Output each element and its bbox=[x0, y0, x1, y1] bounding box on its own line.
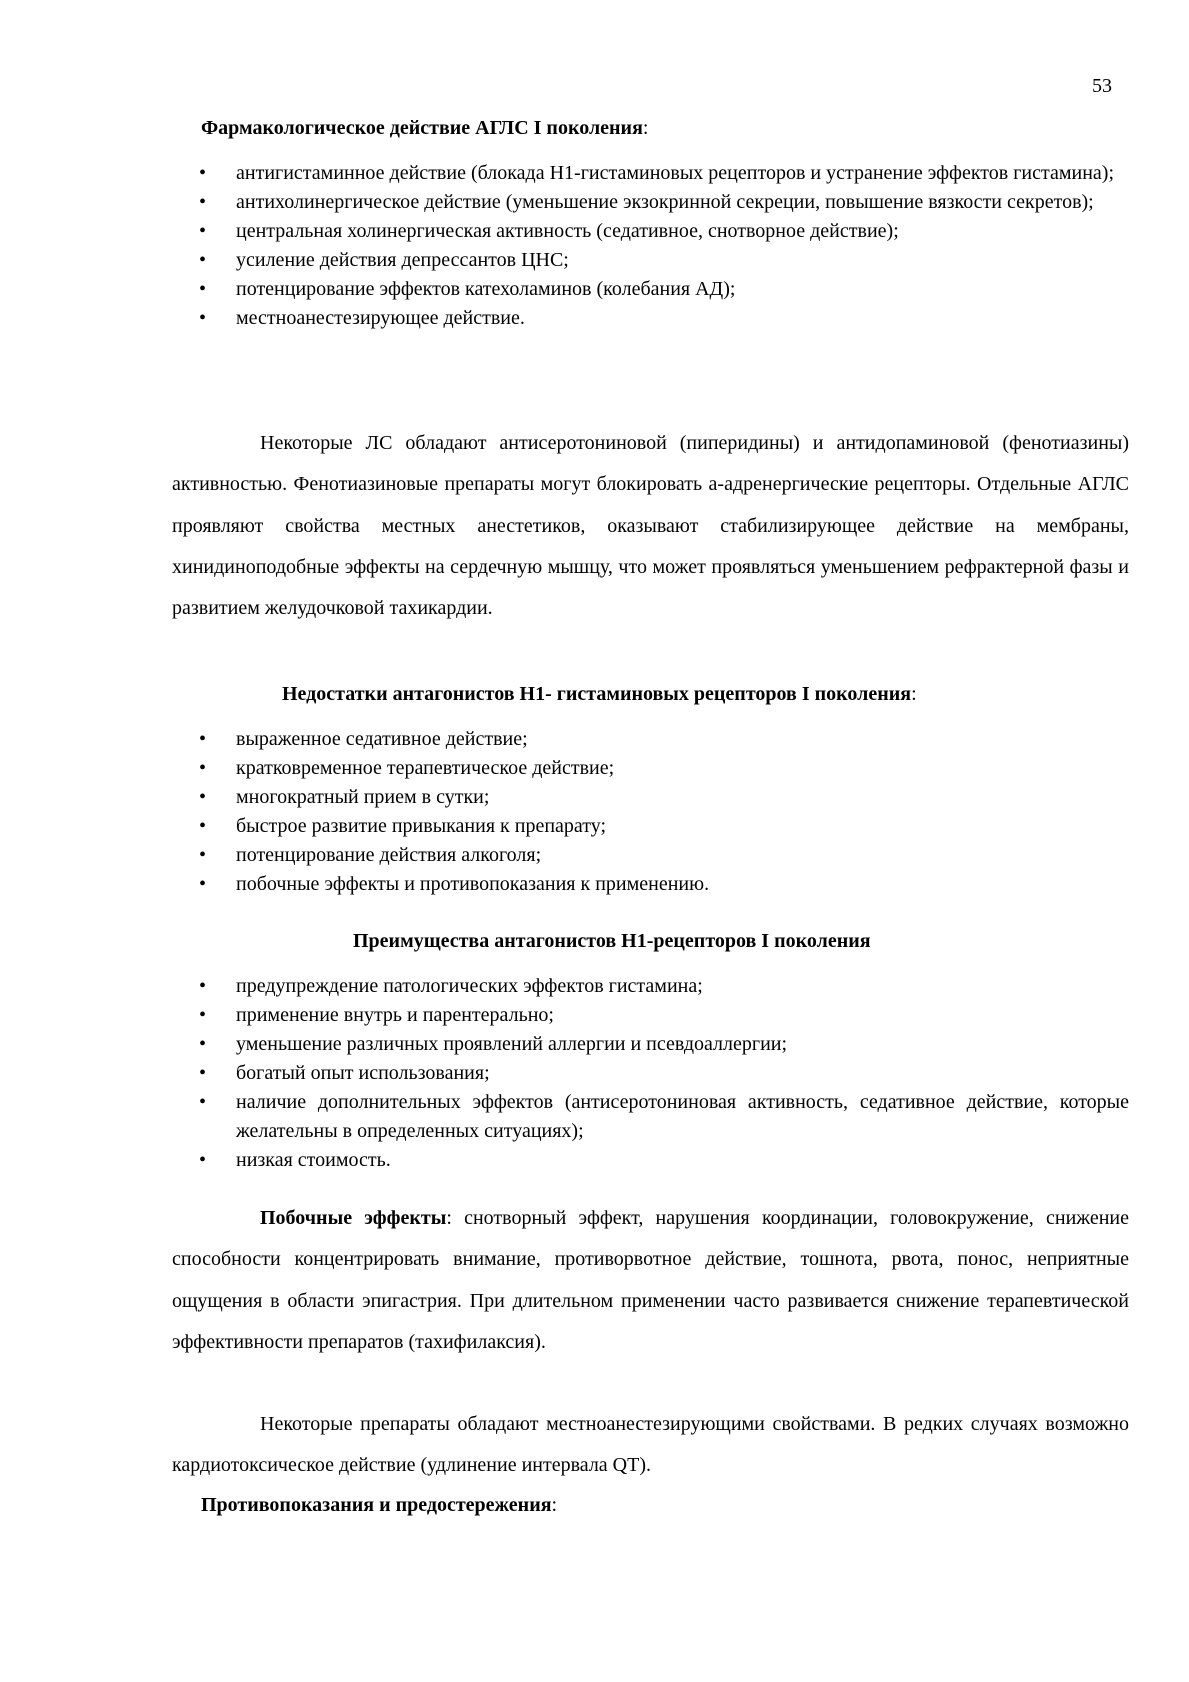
list-item: • богатый опыт использования; bbox=[0, 1059, 1129, 1088]
list-item: • усиление действия депрессантов ЦНС; bbox=[0, 246, 1129, 275]
side-effects-label: Побочные эффекты bbox=[260, 1207, 447, 1229]
advantages-list bbox=[0, 972, 1129, 1175]
local-anesthetic-paragraph bbox=[172, 1404, 1129, 1487]
disadvantages-list bbox=[0, 725, 1129, 899]
list-item: • низкая стоимость. bbox=[0, 1146, 1129, 1175]
side-effects-paragraph bbox=[172, 1198, 1129, 1363]
heading-colon: : bbox=[911, 683, 917, 705]
paragraph-text: Некоторые препараты обладают местноанестезирующими свойствами. В редких случаях возможно кардиотоксическое действие (удлинение интервала QT). bbox=[172, 1413, 1129, 1477]
side-effects-text: снотворный эффект, нарушения координации, головокружение, снижение способности концентрировать внимание, противорвотное действие, тошнота, рвота, понос, неприятные ощущения в области эпигастрия. При длительном применении часто развивается снижение терапевтической эффективности препаратов (тахифилаксия). bbox=[172, 1207, 1129, 1353]
contraindications-heading-text: Противопоказания и предостережения bbox=[201, 1494, 552, 1516]
list-item: • выраженное седативное действие; bbox=[0, 725, 1129, 754]
disadvantages-heading-text: Недостатки антагонистов Н1- гистаминовых рецепторов I поколения bbox=[282, 683, 912, 705]
list-item: • наличие дополнительных эффектов (антисеротониновая активность, седативное действие, которые желательны в определенных ситуациях); bbox=[0, 1088, 1129, 1146]
advantages-heading bbox=[353, 929, 871, 953]
page-number: 53 bbox=[1092, 75, 1112, 97]
list-item: • антихолинергическое действие (уменьшение экзокринной секреции, повышение вязкости секретов); bbox=[0, 188, 1129, 217]
heading-colon: : bbox=[642, 117, 649, 139]
list-item: • местноанестезирующее действие. bbox=[0, 304, 1129, 333]
paragraph-text: Некоторые ЛС обладают антисеротониновой (пиперидины) и антидопаминовой (фенотиазины) активностью. Фенотиазиновые препараты могут блокировать а-адренергические рецепторы. Отдельные АГЛС проявляют свойства местных анестетиков, оказывают стабилизирующее действие на мембраны, хинидиноподобные эффекты на сердечную мышцу, что может проявляться уменьшением рефрактерной фазы и развитием желудочковой тахикардии. bbox=[172, 432, 1129, 620]
disadvantages-heading bbox=[282, 682, 917, 706]
list-item: • уменьшение различных проявлений аллергии и псевдоаллергии; bbox=[0, 1030, 1129, 1059]
list-item: • применение внутрь и парентерально; bbox=[0, 1001, 1129, 1030]
list-item: • потенцирование эффектов катехоламинов (колебания АД); bbox=[0, 275, 1129, 304]
advantages-heading-text: Преимущества антагонистов Н1-рецепторов I поколения bbox=[353, 930, 871, 952]
pharma-action-heading-text: Фармакологическое действие АГЛС I поколения bbox=[201, 117, 643, 139]
heading-colon: : bbox=[551, 1494, 558, 1516]
pharma-action-heading bbox=[201, 116, 648, 140]
list-item: • быстрое развитие привыкания к препарату; bbox=[0, 812, 1129, 841]
list-item: • антигистаминное действие (блокада Н1-гистаминовых рецепторов и устранение эффектов гистамина); bbox=[0, 159, 1129, 188]
side-effects-colon: : bbox=[446, 1207, 452, 1229]
list-item: • кратковременное терапевтическое действие; bbox=[0, 754, 1129, 783]
list-item: • предупреждение патологических эффектов гистамина; bbox=[0, 972, 1129, 1001]
list-item: • центральная холинергическая активность (седативное, снотворное действие); bbox=[0, 217, 1129, 246]
pharma-action-list bbox=[0, 159, 1129, 333]
list-item: • побочные эффекты и противопоказания к применению. bbox=[0, 870, 1129, 899]
list-item: • потенцирование действия алкоголя; bbox=[0, 841, 1129, 870]
contraindications-heading bbox=[201, 1493, 557, 1517]
list-item: • многократный прием в сутки; bbox=[0, 783, 1129, 812]
paragraph-antiserotonin bbox=[172, 423, 1129, 629]
